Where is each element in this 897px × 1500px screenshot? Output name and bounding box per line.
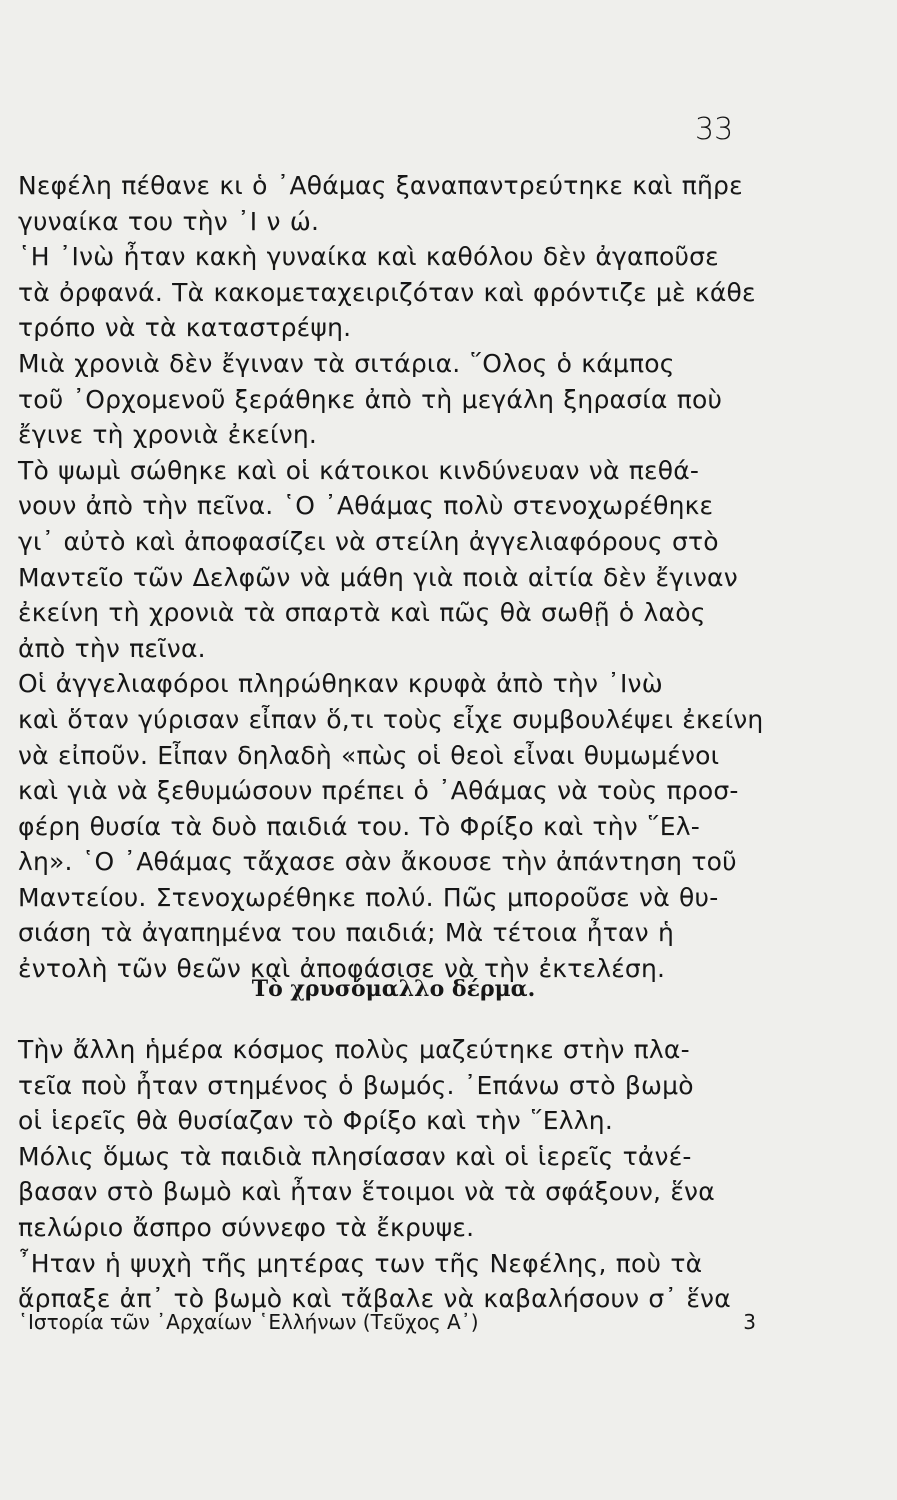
section-heading: Τὸ χρυσόμαλλο δέρμα. xyxy=(251,976,536,1002)
text-line: ἐκείνη τὴ χρονιὰ τὰ σπαρτὰ καὶ πῶς θὰ σωθῇ ὁ λαὸς xyxy=(18,598,706,628)
text-line: λη». ῾Ο ᾿Αθάμας τἄχασε σὰν ἄκουσε τὴν ἀπάντηση τοῦ xyxy=(18,847,737,877)
text-line: γυναίκα του τὴν ᾿Ι ν ώ. xyxy=(18,206,320,236)
body-text-top xyxy=(18,168,776,987)
text-line: βασαν στὸ βωμὸ καὶ ἦταν ἕτοιμοι νὰ τὰ σφάξουν, ἕνα xyxy=(18,1177,715,1207)
text-line: Μιὰ χρονιὰ δὲν ἔγιναν τὰ σιτάρια. ῞Ολος ὁ κάμπος xyxy=(18,348,675,378)
text-line: Μόλις ὅμως τὰ παιδιὰ πλησίασαν καὶ οἱ ἱερεῖς τἀνέ- xyxy=(18,1141,692,1171)
text-line: ἅρπαξε ἀπ᾿ τὸ βωμὸ καὶ τἄβαλε νὰ καβαλήσουν σ᾿ ἕνα xyxy=(18,1284,731,1314)
body-text-bottom xyxy=(18,1032,776,1317)
text-line: νὰ εἰποῦν. Εἶπαν δηλαδὴ «πὼς οἱ θεοὶ εἶναι θυμωμένοι xyxy=(18,740,720,770)
text-line: ῾Η ᾿Ινὼ ἦταν κακὴ γυναίκα καὶ καθόλου δὲν ἀγαποῦσε xyxy=(18,242,719,272)
text-line: σιάση τὰ ἀγαπημένα του παιδιά; Μὰ τέτοια ἦταν ἡ xyxy=(18,918,675,948)
footer-signature: 3 xyxy=(743,1310,756,1334)
page-number: 33 xyxy=(695,112,734,147)
text-line: Μαντεῖο τῶν Δελφῶν νὰ μάθη γιὰ ποιὰ αἰτία δὲν ἔγιναν xyxy=(18,562,738,592)
text-line: ἀπὸ τὴν πεῖνα. xyxy=(18,633,206,663)
footer-title: ῾Ιστορία τῶν ᾿Αρχαίων ῾Ελλήνων (Τεῦχος Α᾿) xyxy=(18,1310,479,1334)
text-line: οἱ ἱερεῖς θὰ θυσίαζαν τὸ Φρίξο καὶ τὴν ῞Ελλη. xyxy=(18,1106,613,1136)
text-line: ἔγινε τὴ χρονιὰ ἐκείνη. xyxy=(18,420,318,450)
text-line: τὰ ὀρφανά. Τὰ κακομεταχειριζόταν καὶ φρόντιζε μὲ κάθε xyxy=(18,277,756,307)
text-line: καὶ γιὰ νὰ ξεθυμώσουν πρέπει ὁ ᾿Αθάμας νὰ τοὺς προσ- xyxy=(18,776,739,806)
text-line: τοῦ ᾿Ορχομενοῦ ξεράθηκε ἀπὸ τὴ μεγάλη ξηρασία ποὺ xyxy=(18,384,723,414)
text-line: καὶ ὅταν γύρισαν εἶπαν ὅ,τι τοὺς εἶχε συμβουλέψει ἐκείνη xyxy=(18,704,764,734)
text-line: νουν ἀπὸ τὴν πεῖνα. ῾Ο ᾿Αθάμας πολὺ στενοχωρέθηκε xyxy=(18,491,714,521)
text-line: πελώριο ἄσπρο σύννεφο τὰ ἔκρυψε. xyxy=(18,1212,475,1242)
text-line: γι᾿ αὐτὸ καὶ ἀποφασίζει νὰ στείλη ἀγγελιαφόρους στὸ xyxy=(18,526,719,556)
text-line: ῏Ηταν ἡ ψυχὴ τῆς μητέρας των τῆς Νεφέλης, ποὺ τὰ xyxy=(18,1248,703,1278)
text-line: φέρη θυσία τὰ δυὸ παιδιά του. Τὸ Φρίξο καὶ τὴν ῞Ελ- xyxy=(18,811,700,841)
text-line: τρόπο νὰ τὰ καταστρέψη. xyxy=(18,313,352,343)
text-line: Νεφέλη πέθανε κι ὁ ᾿Αθάμας ξαναπαντρεύτηκε καὶ πῆρε xyxy=(18,171,743,200)
text-line: Τὴν ἄλλη ἡμέρα κόσμος πολὺς μαζεύτηκε στὴν πλα- xyxy=(18,1035,690,1064)
text-line: τεῖα ποὺ ἦταν στημένος ὁ βωμός. ᾿Επάνω στὸ βωμὸ xyxy=(18,1070,694,1100)
text-line: Μαντείου. Στενοχωρέθηκε πολύ. Πῶς μποροῦσε νὰ θυ- xyxy=(18,882,719,912)
text-line: Τὸ ψωμὶ σώθηκε καὶ οἱ κάτοικοι κινδύνευαν νὰ πεθά- xyxy=(18,455,700,485)
text-line: Οἱ ἀγγελιαφόροι πληρώθηκαν κρυφὰ ἀπὸ τὴν ᾿Ινὼ xyxy=(18,669,663,699)
text-line: ἐντολὴ τῶν θεῶν καὶ ἀποφάσισε νὰ τὴν ἐκτελέση. xyxy=(18,954,666,984)
